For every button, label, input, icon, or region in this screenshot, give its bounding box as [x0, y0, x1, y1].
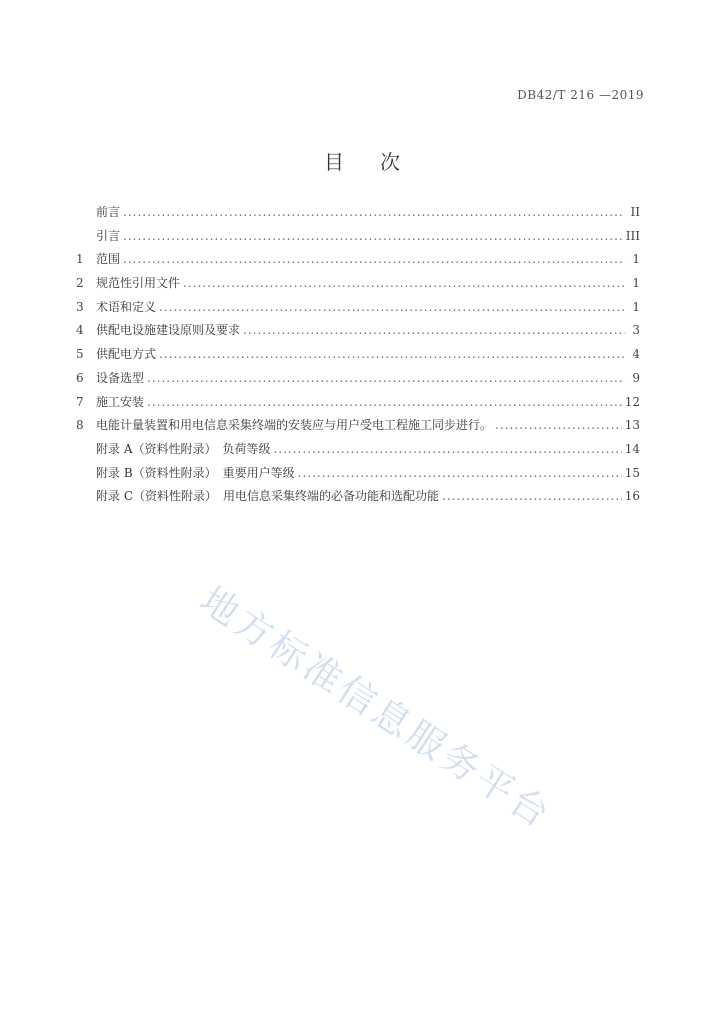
toc-leader-dots — [123, 205, 625, 219]
title-char-left: 目 — [324, 150, 344, 174]
toc-entry-number: 1 — [76, 252, 84, 267]
toc-entry-number: 8 — [76, 418, 84, 433]
toc-entry-label: 附录 C（资料性附录） 用电信息采集终端的必备功能和选配功能 — [96, 489, 439, 504]
toc-leader-dots — [243, 323, 625, 337]
toc-leader-dots — [159, 300, 625, 314]
toc-entry-label: 电能计量装置和用电信息采集终端的安装应与用户受电工程施工同步进行。 — [96, 418, 493, 433]
toc-entry[interactable] — [76, 321, 640, 345]
toc-entry-label: 规范性引用文件 — [96, 276, 181, 291]
toc-entry-page: 14 — [624, 441, 640, 456]
toc-entry-number: 5 — [76, 347, 84, 362]
table-of-contents — [76, 203, 640, 511]
toc-entry-page: 12 — [624, 394, 640, 409]
toc-leader-dots — [442, 489, 622, 503]
toc-entry-page: 3 — [632, 323, 640, 338]
toc-entry-page: 1 — [632, 299, 640, 314]
toc-entry[interactable] — [76, 345, 640, 369]
toc-entry-number: 3 — [76, 299, 84, 314]
toc-entry[interactable] — [76, 487, 640, 511]
toc-entry-label: 设备选型 — [96, 370, 145, 385]
watermark-text: 地方标准信息服务平台 — [192, 578, 560, 838]
toc-entry-number: 4 — [76, 323, 84, 338]
toc-entry[interactable] — [76, 274, 640, 298]
toc-entry-label: 附录 B（资料性附录） 重要用户等级 — [96, 465, 295, 480]
toc-entry-page: 1 — [632, 276, 640, 291]
toc-leader-dots — [147, 395, 622, 409]
toc-entry-label: 附录 A（资料性附录） 负荷等级 — [96, 441, 271, 456]
toc-leader-dots — [273, 442, 621, 456]
toc-leader-dots — [183, 276, 625, 290]
toc-leader-dots — [123, 229, 623, 243]
toc-leader-dots — [123, 252, 625, 266]
toc-entry-page: III — [625, 228, 640, 243]
document-code: DB42/T 216 —2019 — [517, 88, 644, 102]
toc-entry-page: 4 — [632, 347, 640, 362]
toc-entry-label: 术语和定义 — [96, 299, 157, 314]
toc-leader-dots — [147, 371, 625, 385]
toc-entry[interactable] — [76, 298, 640, 322]
toc-entry-label: 前言 — [96, 205, 121, 219]
toc-entry-number: 7 — [76, 394, 84, 409]
toc-entry[interactable] — [76, 416, 640, 440]
toc-entry-label: 供配电设施建设原则及要求 — [96, 323, 241, 338]
toc-entry-page: 1 — [632, 252, 640, 267]
toc-entry[interactable] — [76, 440, 640, 464]
toc-entry[interactable] — [76, 393, 640, 417]
toc-entry-page: II — [630, 205, 640, 219]
toc-entry-label: 施工安装 — [96, 394, 145, 409]
toc-leader-dots — [495, 418, 622, 432]
toc-entry[interactable] — [76, 250, 640, 274]
toc-entry-page: 16 — [624, 489, 640, 504]
toc-entry-label: 范围 — [96, 252, 121, 267]
toc-entry-page: 15 — [624, 465, 640, 480]
toc-entry[interactable] — [76, 227, 640, 251]
toc-entry[interactable] — [76, 369, 640, 393]
title-char-right: 次 — [380, 150, 400, 174]
toc-entry[interactable] — [76, 203, 640, 227]
toc-entry-label: 供配电方式 — [96, 347, 157, 362]
toc-entry-page: 13 — [624, 418, 640, 433]
toc-leader-dots — [159, 347, 625, 361]
toc-leader-dots — [298, 466, 622, 480]
toc-entry-number: 6 — [76, 370, 84, 385]
toc-entry-label: 引言 — [96, 228, 121, 243]
page-title — [0, 146, 724, 175]
toc-entry-page: 9 — [632, 370, 640, 385]
toc-entry[interactable] — [76, 464, 640, 488]
toc-entry-number: 2 — [76, 276, 84, 291]
